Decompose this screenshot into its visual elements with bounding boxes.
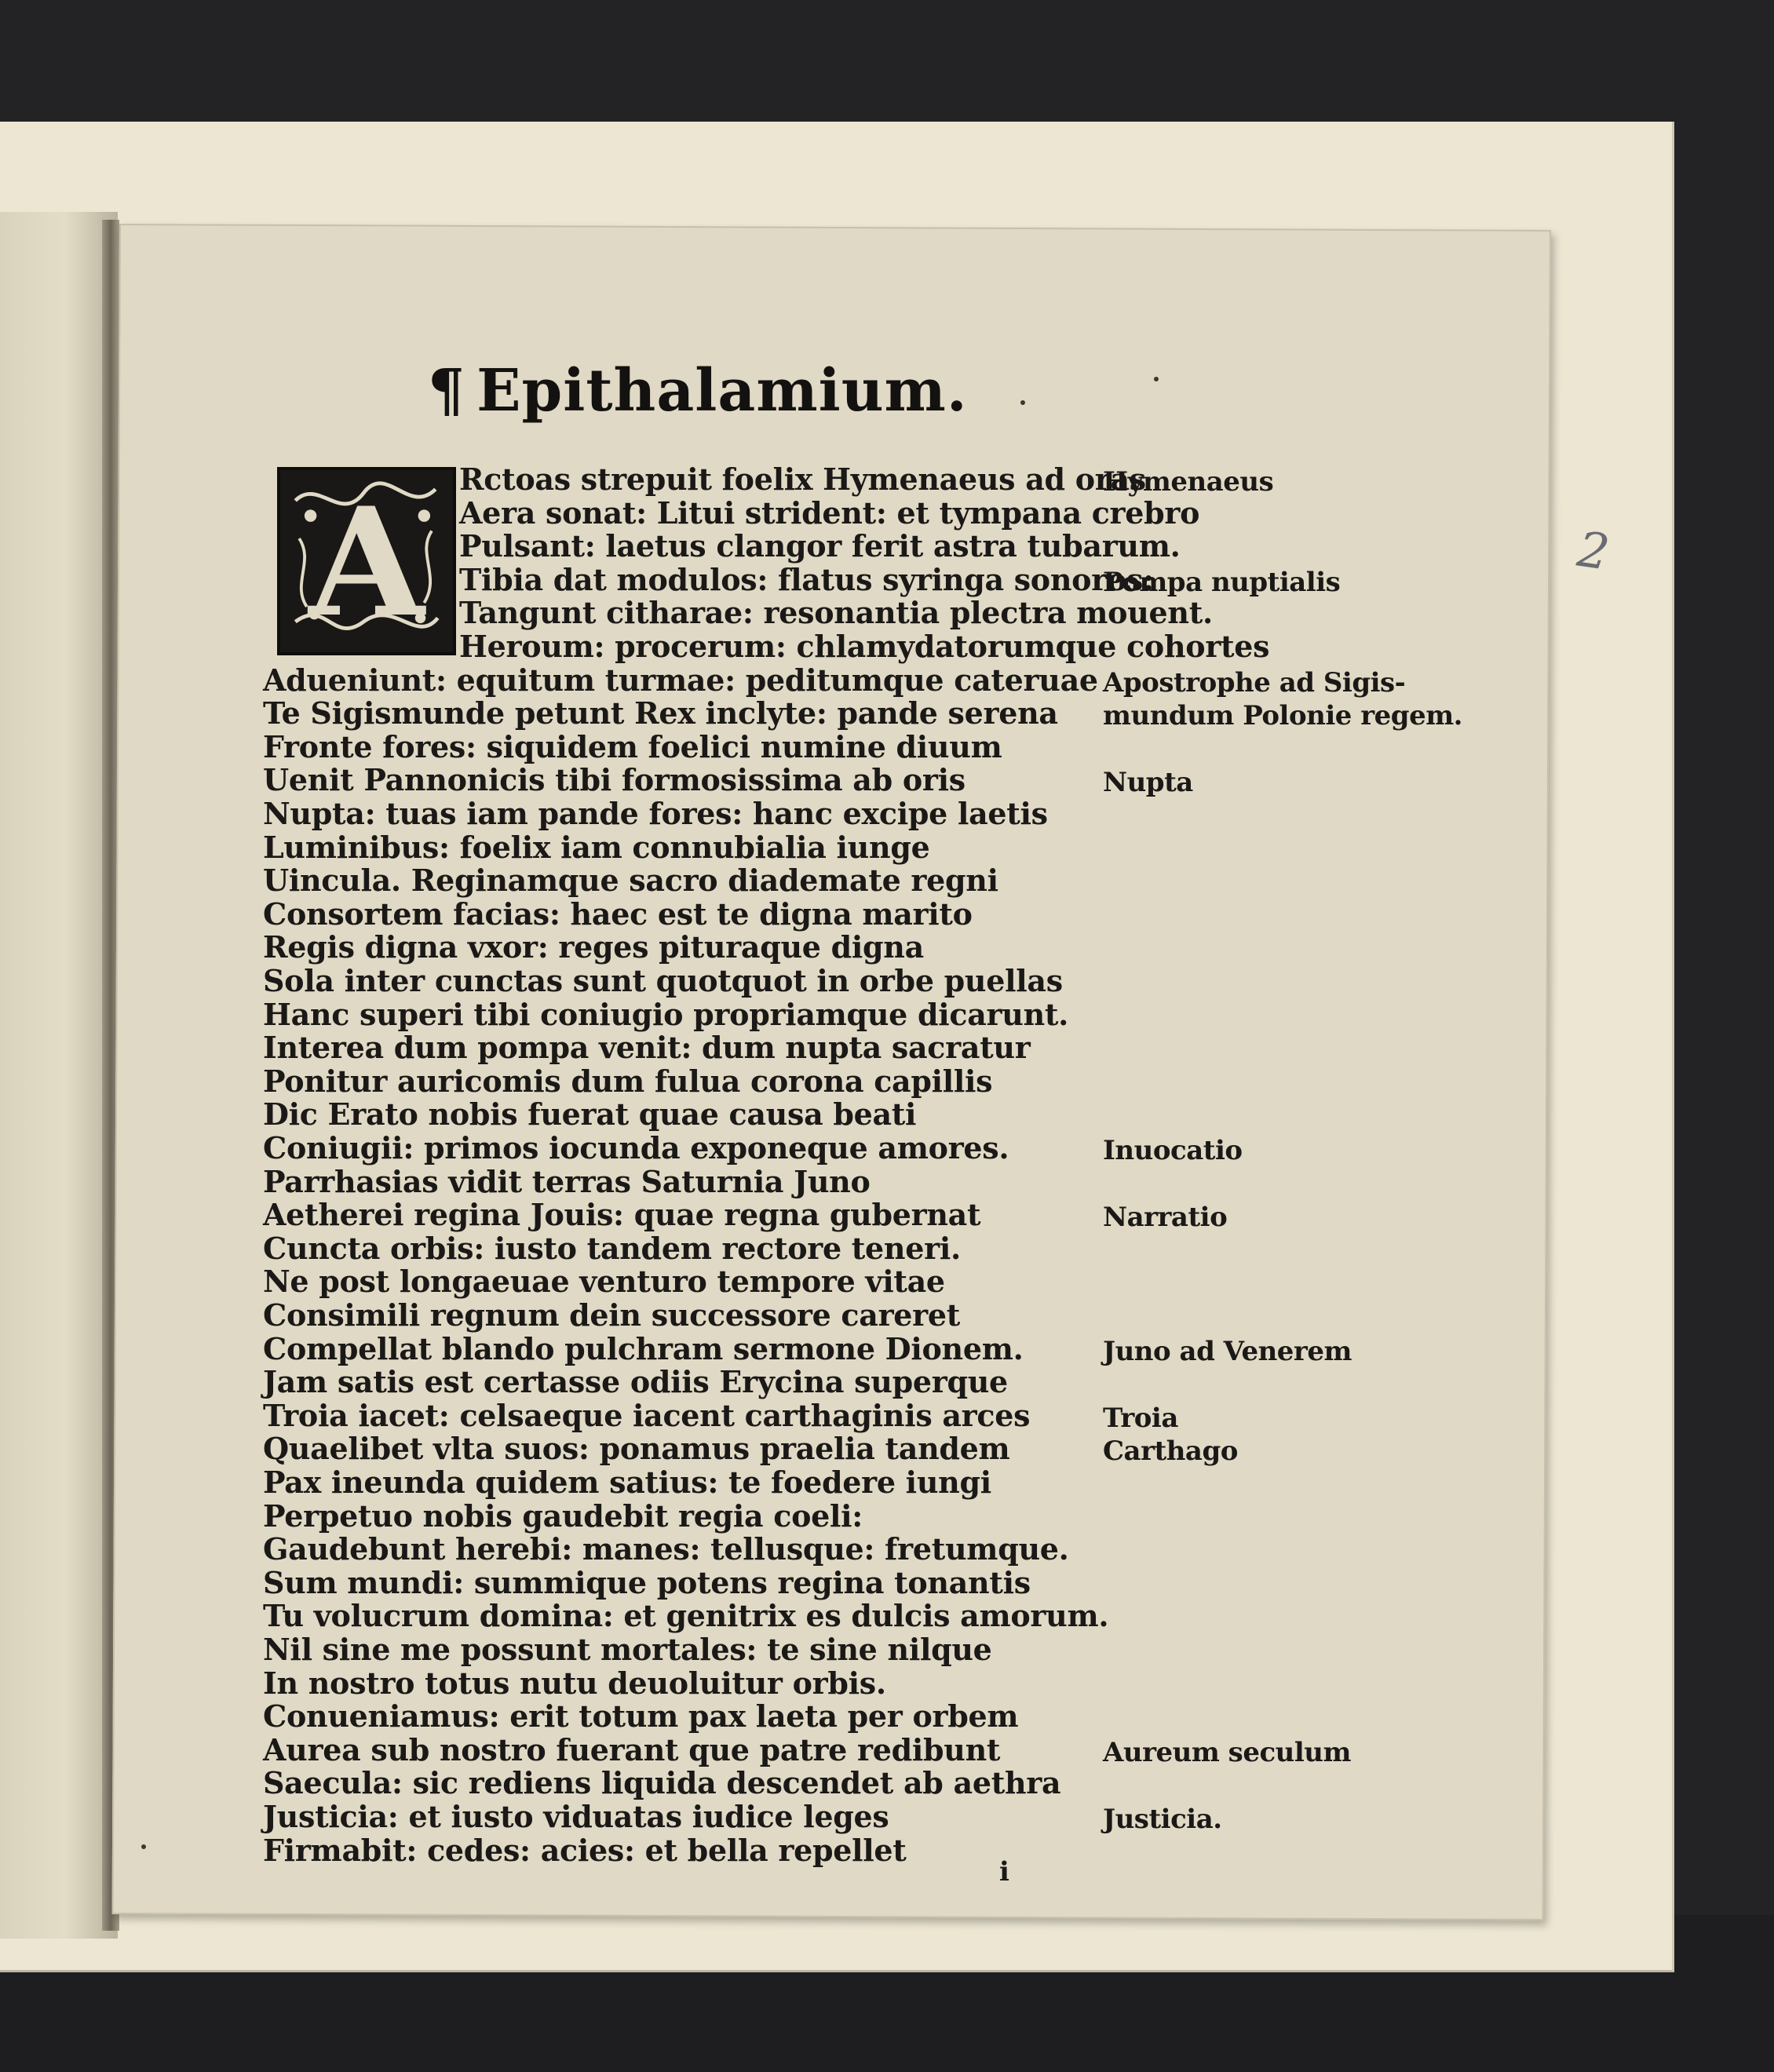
text-line: Perpetuo nobis gaudebit regia coeli: xyxy=(263,1497,863,1534)
margin-gloss: Aureum seculum xyxy=(1103,1736,1351,1768)
text-line: Regis digna vxor: reges pituraque digna xyxy=(263,929,924,965)
text-line: Interea dum pompa venit: dum nupta sacratur xyxy=(263,1030,1031,1066)
text-line: Quaelibet vlta suos: ponamus praelia tandem xyxy=(263,1431,1010,1467)
text-line: Tibia dat modulos: flatus syringa sonoros: xyxy=(459,561,1154,597)
text-line: Ne post longaeuae venturo tempore vitae xyxy=(263,1264,945,1300)
ink-speck xyxy=(1154,377,1159,381)
text-line: Ponitur auricomis dum fulua corona capillis xyxy=(263,1063,993,1099)
margin-gloss: Hymenaeus xyxy=(1103,466,1274,498)
text-line: Consortem facias: haec est te digna marito xyxy=(263,896,973,932)
text-line: Firmabit: cedes: acies: et bella repellet xyxy=(263,1832,907,1868)
text-line: Consimili regnum dein successore careret xyxy=(263,1297,961,1333)
text-line: Coniugii: primos iocunda exponeque amores. xyxy=(263,1130,1009,1166)
text-line: Sum mundi: summique potens regina tonantis xyxy=(263,1564,1031,1600)
signature-mark: i xyxy=(999,1856,1009,1888)
initial-letter: A xyxy=(308,475,425,650)
text-line: Luminibus: foelix iam connubialia iunge xyxy=(263,829,930,865)
ink-speck xyxy=(141,1844,146,1849)
margin-gloss: mundum Polonie regem. xyxy=(1103,700,1463,732)
decorated-initial xyxy=(277,467,456,655)
text-line: Dic Erato nobis fuerat quae causa beati xyxy=(263,1096,917,1133)
text-line: Compellat blando pulchram sermone Dionem. xyxy=(263,1330,1024,1366)
text-line: Fronte fores: siquidem foelici numine diuum xyxy=(263,728,1002,764)
text-line: Rctoas strepuit foelix Hymenaeus ad oras xyxy=(459,461,1146,497)
text-line: Conueniamus: erit totum pax laeta per orbem xyxy=(263,1698,1019,1735)
ink-speck xyxy=(1020,400,1025,405)
margin-gloss: Narratio xyxy=(1103,1202,1228,1234)
text-line: Adueniunt: equitum turmae: peditumque cateruae xyxy=(263,662,1098,698)
text-line: Tangunt citharae: resonantia plectra mouent. xyxy=(459,595,1213,631)
text-line: Aera sonat: Litui strident: et tympana crebro xyxy=(459,494,1200,531)
text-line: Nupta: tuas iam pande fores: hanc excipe laetis xyxy=(263,796,1048,831)
margin-gloss: Nupta xyxy=(1103,767,1193,799)
text-line: Uincula. Reginamque sacro diademate regni xyxy=(263,863,998,899)
text-line: Te Sigismunde petunt Rex inclyte: pande serena xyxy=(263,695,1058,731)
text-line: Gaudebunt herebi: manes: tellusque: fretumque. xyxy=(263,1531,1069,1567)
text-line: Cuncta orbis: iusto tandem rectore teneri. xyxy=(263,1230,961,1266)
margin-gloss: Juno ad Venerem xyxy=(1103,1335,1352,1367)
margin-gloss: Carthago xyxy=(1103,1435,1238,1468)
text-line: Pulsant: laetus clangor ferit astra tubarum. xyxy=(459,528,1181,564)
margin-gloss: Pompa nuptialis xyxy=(1103,566,1341,598)
text-line: Aetherei regina Jouis: quae regna gubernat xyxy=(263,1197,981,1233)
margin-gloss: Apostrophe ad Sigis- xyxy=(1103,666,1406,699)
margin-gloss: Justicia. xyxy=(1103,1804,1222,1835)
text-line: Saecula: sic rediens liquida descendet ab aethra xyxy=(263,1765,1061,1801)
title-text: Epithalamium. xyxy=(476,357,968,425)
folio-number: 2 xyxy=(1574,520,1613,582)
text-line: Sola inter cunctas sunt quotquot in orbe puellas xyxy=(263,963,1063,998)
text-line: Parrhasias vidit terras Saturnia Juno xyxy=(263,1163,871,1199)
text-line: Jam satis est certasse odiis Erycina superque xyxy=(263,1364,1008,1400)
text-line: Heroum: procerum: chlamydatorumque cohortes xyxy=(459,629,1270,664)
text-line: Justicia: et iusto viduatas iudice leges xyxy=(263,1799,889,1834)
text-line: Aurea sub nostro fuerant que patre redibunt xyxy=(263,1731,1001,1767)
text-line: Troia iacet: celsaeque iacent carthaginis arces xyxy=(263,1397,1031,1433)
page-title xyxy=(428,357,968,425)
text-line: Pax ineunda quidem satius: te foedere iungi xyxy=(263,1465,991,1500)
left-page-edge xyxy=(0,212,118,1939)
text-line: Uenit Pannonicis tibi formosissima ab oris xyxy=(263,762,965,798)
margin-gloss: Inuocatio xyxy=(1103,1135,1243,1166)
text-line: Hanc superi tibi coniugio propriamque dicarunt. xyxy=(263,996,1069,1032)
text-line: Tu volucrum domina: et genitrix es dulcis amorum. xyxy=(263,1598,1109,1634)
text-line: In nostro totus nutu deuoluitur orbis. xyxy=(263,1665,886,1701)
pilcrow-mark: ¶ xyxy=(428,357,466,425)
margin-gloss: Troia xyxy=(1103,1402,1178,1434)
text-line: Nil sine me possunt mortales: te sine nilque xyxy=(263,1632,992,1667)
